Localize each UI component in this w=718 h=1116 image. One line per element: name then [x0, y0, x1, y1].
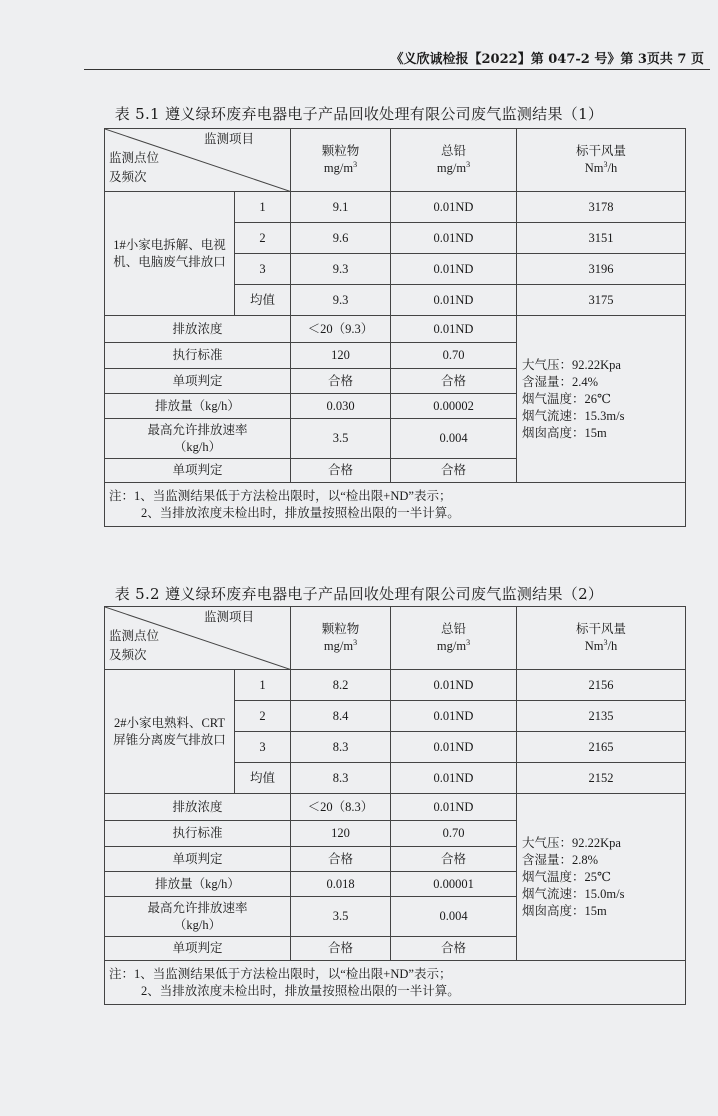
corner-header [105, 129, 291, 192]
lead-cell: 0.70 [391, 343, 517, 369]
summary-label: 单项判定 [105, 847, 291, 872]
col-header-flow: 标干风量 Nm$^3$/h [517, 129, 686, 192]
col-header-lead: 总铅 $mg/m^3$ [391, 607, 517, 670]
height-text: 烟囱高度：15m [522, 425, 607, 440]
lead-cell: 0.01ND [391, 254, 517, 285]
flow-cell: 2135 [517, 701, 686, 732]
flow-cell: 3178 [517, 192, 686, 223]
freq-cell: 1 [235, 670, 291, 701]
flow-cell: 3196 [517, 254, 686, 285]
pm-cell: 合格 [291, 937, 391, 961]
summary-label: 最高允许排放速率（kg/h） [105, 419, 291, 459]
pm-cell: 合格 [291, 369, 391, 394]
pm-cell: 0.018 [291, 872, 391, 897]
table-note [105, 483, 686, 527]
summary-label: 单项判定 [105, 369, 291, 394]
note-line-2: 2、当排放浓度未检出时，排放量按照检出限的一半计算。 [141, 983, 460, 998]
lead-cell: 合格 [391, 937, 517, 961]
summary-label: 执行标准 [105, 821, 291, 847]
humidity-text: 含湿量：2.4% [522, 374, 599, 389]
header-divider [84, 69, 710, 70]
flow-cell: 2156 [517, 670, 686, 701]
lead-cell: 合格 [391, 459, 517, 483]
conditions-cell [517, 316, 686, 483]
freq-cell: 3 [235, 254, 291, 285]
lead-cell: 0.01ND [391, 285, 517, 316]
pm-cell: 9.6 [291, 223, 391, 254]
pm-cell: 120 [291, 343, 391, 369]
note-line-1: 注：1、当监测结果低于方法检出限时，以“检出限+ND”表示； [109, 966, 452, 981]
lead-cell: 0.00002 [391, 394, 517, 419]
summary-label: 单项判定 [105, 937, 291, 961]
summary-label: 执行标准 [105, 343, 291, 369]
flow-cell: 3175 [517, 285, 686, 316]
pm-cell: ＜20（8.3） [291, 794, 391, 821]
lead-cell: 0.70 [391, 821, 517, 847]
freq-cell: 3 [235, 732, 291, 763]
summary-label: 排放量（kg/h） [105, 872, 291, 897]
pm-cell: 8.3 [291, 732, 391, 763]
lead-cell: 0.01ND [391, 794, 517, 821]
report-header: 《义欣诚检报【2022】第 047-2 号》第 3页共 7 页 [390, 52, 704, 67]
pressure-text: 大气压：92.22Kpa [522, 357, 621, 372]
lead-cell: 0.01ND [391, 763, 517, 794]
summary-label: 排放量（kg/h） [105, 394, 291, 419]
col-header-flow: 标干风量 Nm$^3$/h [517, 607, 686, 670]
summary-label: 排放浓度 [105, 794, 291, 821]
pm-cell: 9.3 [291, 254, 391, 285]
lead-cell: 0.01ND [391, 316, 517, 343]
col-header-lead: 总铅 $mg/m^3$ [391, 129, 517, 192]
summary-label: 单项判定 [105, 459, 291, 483]
lead-cell: 0.00001 [391, 872, 517, 897]
freq-cell: 2 [235, 701, 291, 732]
lead-cell: 0.01ND [391, 192, 517, 223]
lead-cell: 0.01ND [391, 732, 517, 763]
pressure-text: 大气压：92.22Kpa [522, 835, 621, 850]
corner-bottom-label: 监测点位 及频次 [109, 629, 160, 662]
freq-cell: 2 [235, 223, 291, 254]
table-note [105, 961, 686, 1005]
lead-cell: 合格 [391, 847, 517, 872]
emission-table-2 [104, 606, 686, 1005]
lead-cell: 0.004 [391, 897, 517, 937]
lead-cell: 0.01ND [391, 223, 517, 254]
flow-cell: 2165 [517, 732, 686, 763]
note-line-2: 2、当排放浓度未检出时，排放量按照检出限的一半计算。 [141, 505, 460, 520]
humidity-text: 含湿量：2.8% [522, 852, 599, 867]
corner-bottom-label: 监测点位 及频次 [109, 151, 160, 184]
conditions-cell [517, 794, 686, 961]
pm-cell: 8.3 [291, 763, 391, 794]
corner-top-label: 监测项目 [203, 132, 254, 146]
velocity-text: 烟气流速：15.3m/s [522, 408, 625, 423]
col-header-pm: 颗粒物 $mg/m^3$ [291, 129, 391, 192]
location-cell: 2#小家电熟料、CRT 屏锥分离废气排放口 [105, 670, 235, 794]
pm-cell: ＜20（9.3） [291, 316, 391, 343]
pm-cell: 0.030 [291, 394, 391, 419]
lead-cell: 0.01ND [391, 701, 517, 732]
pm-cell: 合格 [291, 847, 391, 872]
pm-cell: 9.1 [291, 192, 391, 223]
col-header-pm: 颗粒物 $mg/m^3$ [291, 607, 391, 670]
summary-label: 最高允许排放速率（kg/h） [105, 897, 291, 937]
freq-cell: 均值 [235, 763, 291, 794]
velocity-text: 烟气流速：15.0m/s [522, 886, 625, 901]
flow-cell: 3151 [517, 223, 686, 254]
pm-cell: 3.5 [291, 419, 391, 459]
pm-cell: 8.2 [291, 670, 391, 701]
freq-cell: 1 [235, 192, 291, 223]
lead-cell: 合格 [391, 369, 517, 394]
corner-header [105, 607, 291, 670]
location-cell: 1#小家电拆解、电视机、电脑废气排放口 [105, 192, 235, 316]
pm-cell: 120 [291, 821, 391, 847]
lead-cell: 0.004 [391, 419, 517, 459]
table-caption-1: 表 5.1 遵义绿环废弃电器电子产品回收处理有限公司废气监测结果（1） [114, 105, 604, 123]
height-text: 烟囱高度：15m [522, 903, 607, 918]
pm-cell: 8.4 [291, 701, 391, 732]
pm-cell: 合格 [291, 459, 391, 483]
temp-text: 烟气温度：25℃ [522, 869, 611, 884]
pm-cell: 3.5 [291, 897, 391, 937]
corner-top-label: 监测项目 [203, 610, 254, 624]
freq-cell: 均值 [235, 285, 291, 316]
emission-table-1 [104, 128, 686, 527]
flow-cell: 2152 [517, 763, 686, 794]
temp-text: 烟气温度：26℃ [522, 391, 611, 406]
pm-cell: 9.3 [291, 285, 391, 316]
note-line-1: 注：1、当监测结果低于方法检出限时，以“检出限+ND”表示； [109, 488, 452, 503]
table-caption-2: 表 5.2 遵义绿环废弃电器电子产品回收处理有限公司废气监测结果（2） [114, 585, 604, 603]
lead-cell: 0.01ND [391, 670, 517, 701]
summary-label: 排放浓度 [105, 316, 291, 343]
